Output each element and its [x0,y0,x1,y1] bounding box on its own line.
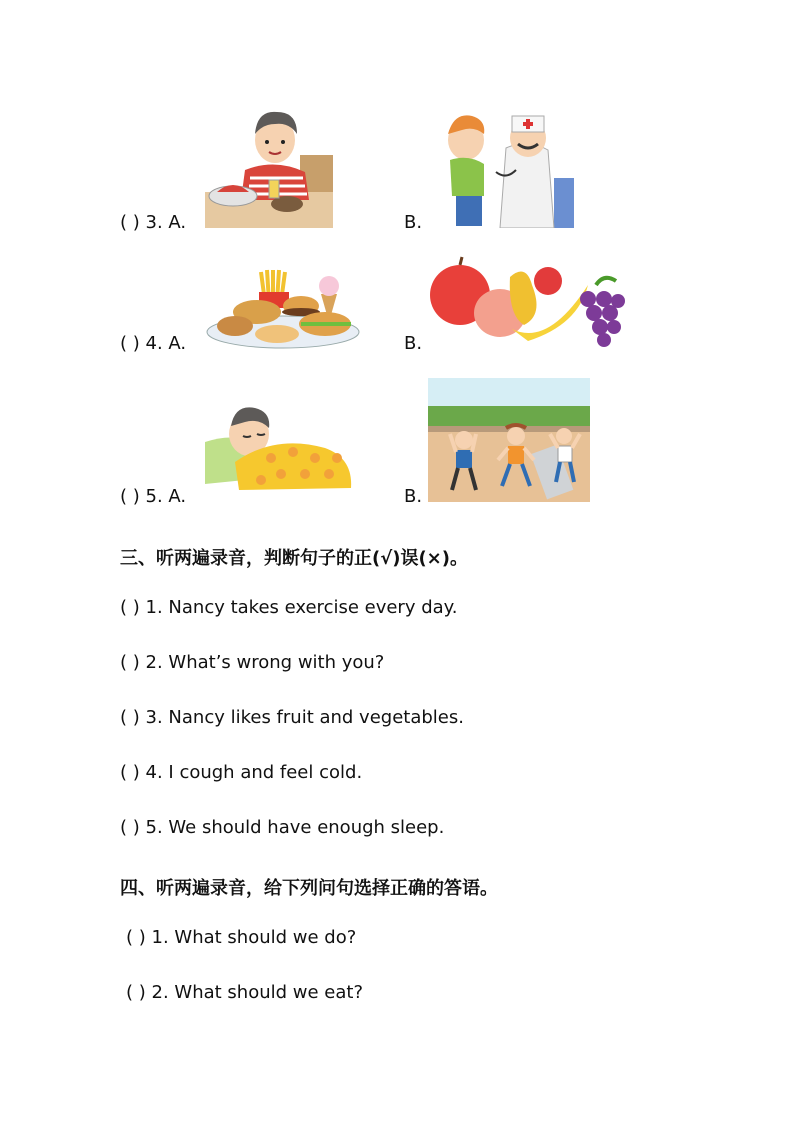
fruit-image [428,255,628,351]
list-item [120,707,464,728]
answer-paren[interactable]: ( ) [126,982,146,1003]
answer-paren[interactable]: ( ) [120,707,140,728]
picture-item-4 [120,333,186,354]
item-number: 4. A. [145,333,187,354]
item-number: 5. A. [145,486,187,507]
question-text: 2. What should we eat? [151,982,364,1003]
sentence-text: 1. Nancy takes exercise every day. [145,597,458,618]
answer-paren[interactable]: ( ) [120,486,140,507]
boy-sleeping-image [205,388,353,502]
answer-paren[interactable]: ( ) [120,212,140,233]
option-b-label: B. [404,333,423,354]
sentence-text: 2. What’s wrong with you? [145,652,385,673]
question-text: 1. What should we do? [151,927,357,948]
picture-item-5 [120,486,186,507]
list-item [120,597,457,618]
sentence-text: 5. We should have enough sleep. [145,817,445,838]
sentence-text: 4. I cough and feel cold. [145,762,363,783]
answer-paren[interactable]: ( ) [120,762,140,783]
junk-food-image [205,262,361,352]
option-b-label: B. [404,212,423,233]
answer-paren[interactable]: ( ) [126,927,146,948]
doctor-examining-image [436,100,574,228]
item-number: 3. A. [145,212,187,233]
option-b-label: B. [404,486,423,507]
list-item [120,817,444,838]
section3-heading: 三、听两遍录音，判断句子的正(√)误(×)。 [120,548,468,569]
list-item [120,762,362,783]
sentence-text: 3. Nancy likes fruit and vegetables. [145,707,464,728]
boy-eating-image [205,100,333,228]
list-item [120,652,384,673]
picture-item-3 [120,212,186,233]
list-item [126,982,363,1003]
answer-paren[interactable]: ( ) [120,597,140,618]
list-item [126,927,356,948]
answer-paren[interactable]: ( ) [120,652,140,673]
children-exercising-image [428,378,590,502]
section4-heading: 四、听两遍录音，给下列问句选择正确的答语。 [120,878,498,899]
answer-paren[interactable]: ( ) [120,817,140,838]
answer-paren[interactable]: ( ) [120,333,140,354]
